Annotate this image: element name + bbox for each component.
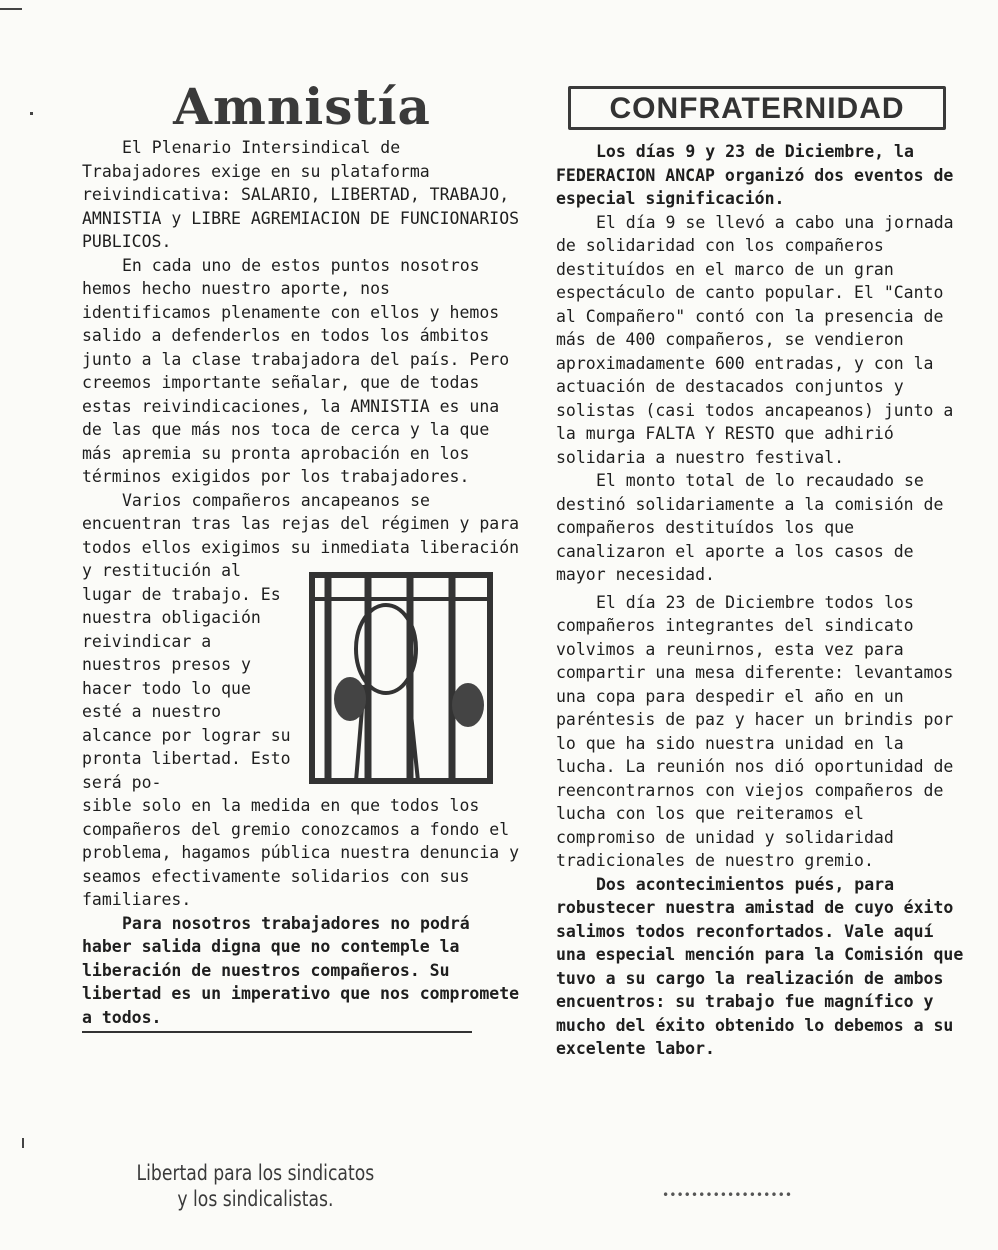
slogan-line: Libertad para los sindicatos xyxy=(136,1161,375,1185)
figure-row xyxy=(82,559,522,794)
margin-mark xyxy=(30,112,33,115)
amnistia-paragraph: En cada uno de estos puntos nosotros hemos hecho nuestro aporte, nos identificamos plenamente con ellos y hemos salido a defenderlos en todos los ámbitos junto a la clase trabajadora del país. Pero creemos importante señalar, que de todas estas reivindicaciones, la AMNISTIA es una de las que más nos toca de cerca y la que más apremia su pronta aprobación en los términos exigidos por los trabajadores. xyxy=(82,255,510,486)
amnistia-article xyxy=(82,77,522,1033)
amnistia-closing: Para nosotros trabajadores no podrá haber salida digna que no contemple la liberación de nuestros compañeros. Su libertad es un imperativo que nos compromete a todos. xyxy=(82,913,520,1027)
confraternidad-title: CONFRATERNIDAD xyxy=(568,86,946,130)
confraternidad-article xyxy=(556,86,966,1061)
dotted-divider: •••••••••••••••••• xyxy=(662,1188,793,1202)
amnistia-paragraph: Varios compañeros ancapeanos se encuentran tras las rejas del régimen y para todos ellos exigimos su inmediata liberación xyxy=(82,490,520,557)
margin-mark xyxy=(0,8,22,10)
confraternidad-paragraph: Dos acontecimientos pués, para robustecer nuestra amistad de cuyo éxito salimos todos reconfortados. Vale aquí una especial mención para la Comisión que tuvo a su cargo la realización de ambos encuentros: su trabajo fue magnífico y mucho del éxito obtenido lo debemos a su excelente labor. xyxy=(556,874,964,1058)
confraternidad-paragraph: El día 9 se llevó a cabo una jornada de solidaridad con los compañeros destituídos en el marco de un gran espectáculo de canto popular. El "Canto al Compañero" contó con la presencia de más de 400 compañeros, se vendieron aproximadamente 600 entradas, y con la actuación de destacados conjuntos y solistas (casi todos ancapeanos) junto a la murga FALTA Y RESTO que adhirió solidaria a nuestro festival. xyxy=(556,212,954,467)
confraternidad-paragraph: El monto total de lo recaudado se destinó solidariamente a la comisión de compañeros destituídos los que canalizaron el aporte a los casos de mayor necesidad. xyxy=(556,471,944,584)
amnistia-paragraph: sible solo en la medida en que todos los compañeros del gremio conozcamos a fondo el problema, hagamos pública nuestra denuncia y seamos efectivamente solidarios con sus familiares. xyxy=(82,796,520,909)
confraternidad-paragraph: Los días 9 y 23 de Diciembre, la FEDERACION ANCAP organizó dos eventos de especial significación. xyxy=(556,142,954,208)
margin-mark xyxy=(22,1138,24,1148)
slogan-line: y los sindicalistas. xyxy=(177,1187,334,1211)
amnistia-title: Amnistía xyxy=(173,77,431,136)
amnistia-paragraph: El Plenario Intersindical de Trabajadores exige en su plataforma reivindicativa: SALARIO, LIBERTAD, TRABAJO, AMNISTIA y LIBRE AGREMIACION DE FUNCIONARIOS PUBLICOS. xyxy=(82,138,520,251)
slogan-stamp xyxy=(116,1160,395,1212)
divider-line xyxy=(82,1031,472,1033)
jail-bars-illustration xyxy=(306,569,496,787)
amnistia-figure-text: y restitución al lugar de trabajo. Es nuestra obligación reivindicar a nuestros presos y hacer todo lo que esté a nuestro alcance por lograr su pronta libertad. Esto será po- xyxy=(82,561,291,792)
confraternidad-paragraph: El día 23 de Diciembre todos los compañeros integrantes del sindicato volvimos a reunirnos, esta vez para compartir una mesa diferente: levantamos una copa para despedir el año en un paréntesis de paz y hacer un brindis por lo que ha sido nuestra unidad en la lucha. La reunión nos dió oportunidad de reencontrarnos con viejos compañeros de lucha con los que reiteramos el compromiso de unidad y solidaridad tradicionales de nuestro gremio. xyxy=(556,592,954,870)
